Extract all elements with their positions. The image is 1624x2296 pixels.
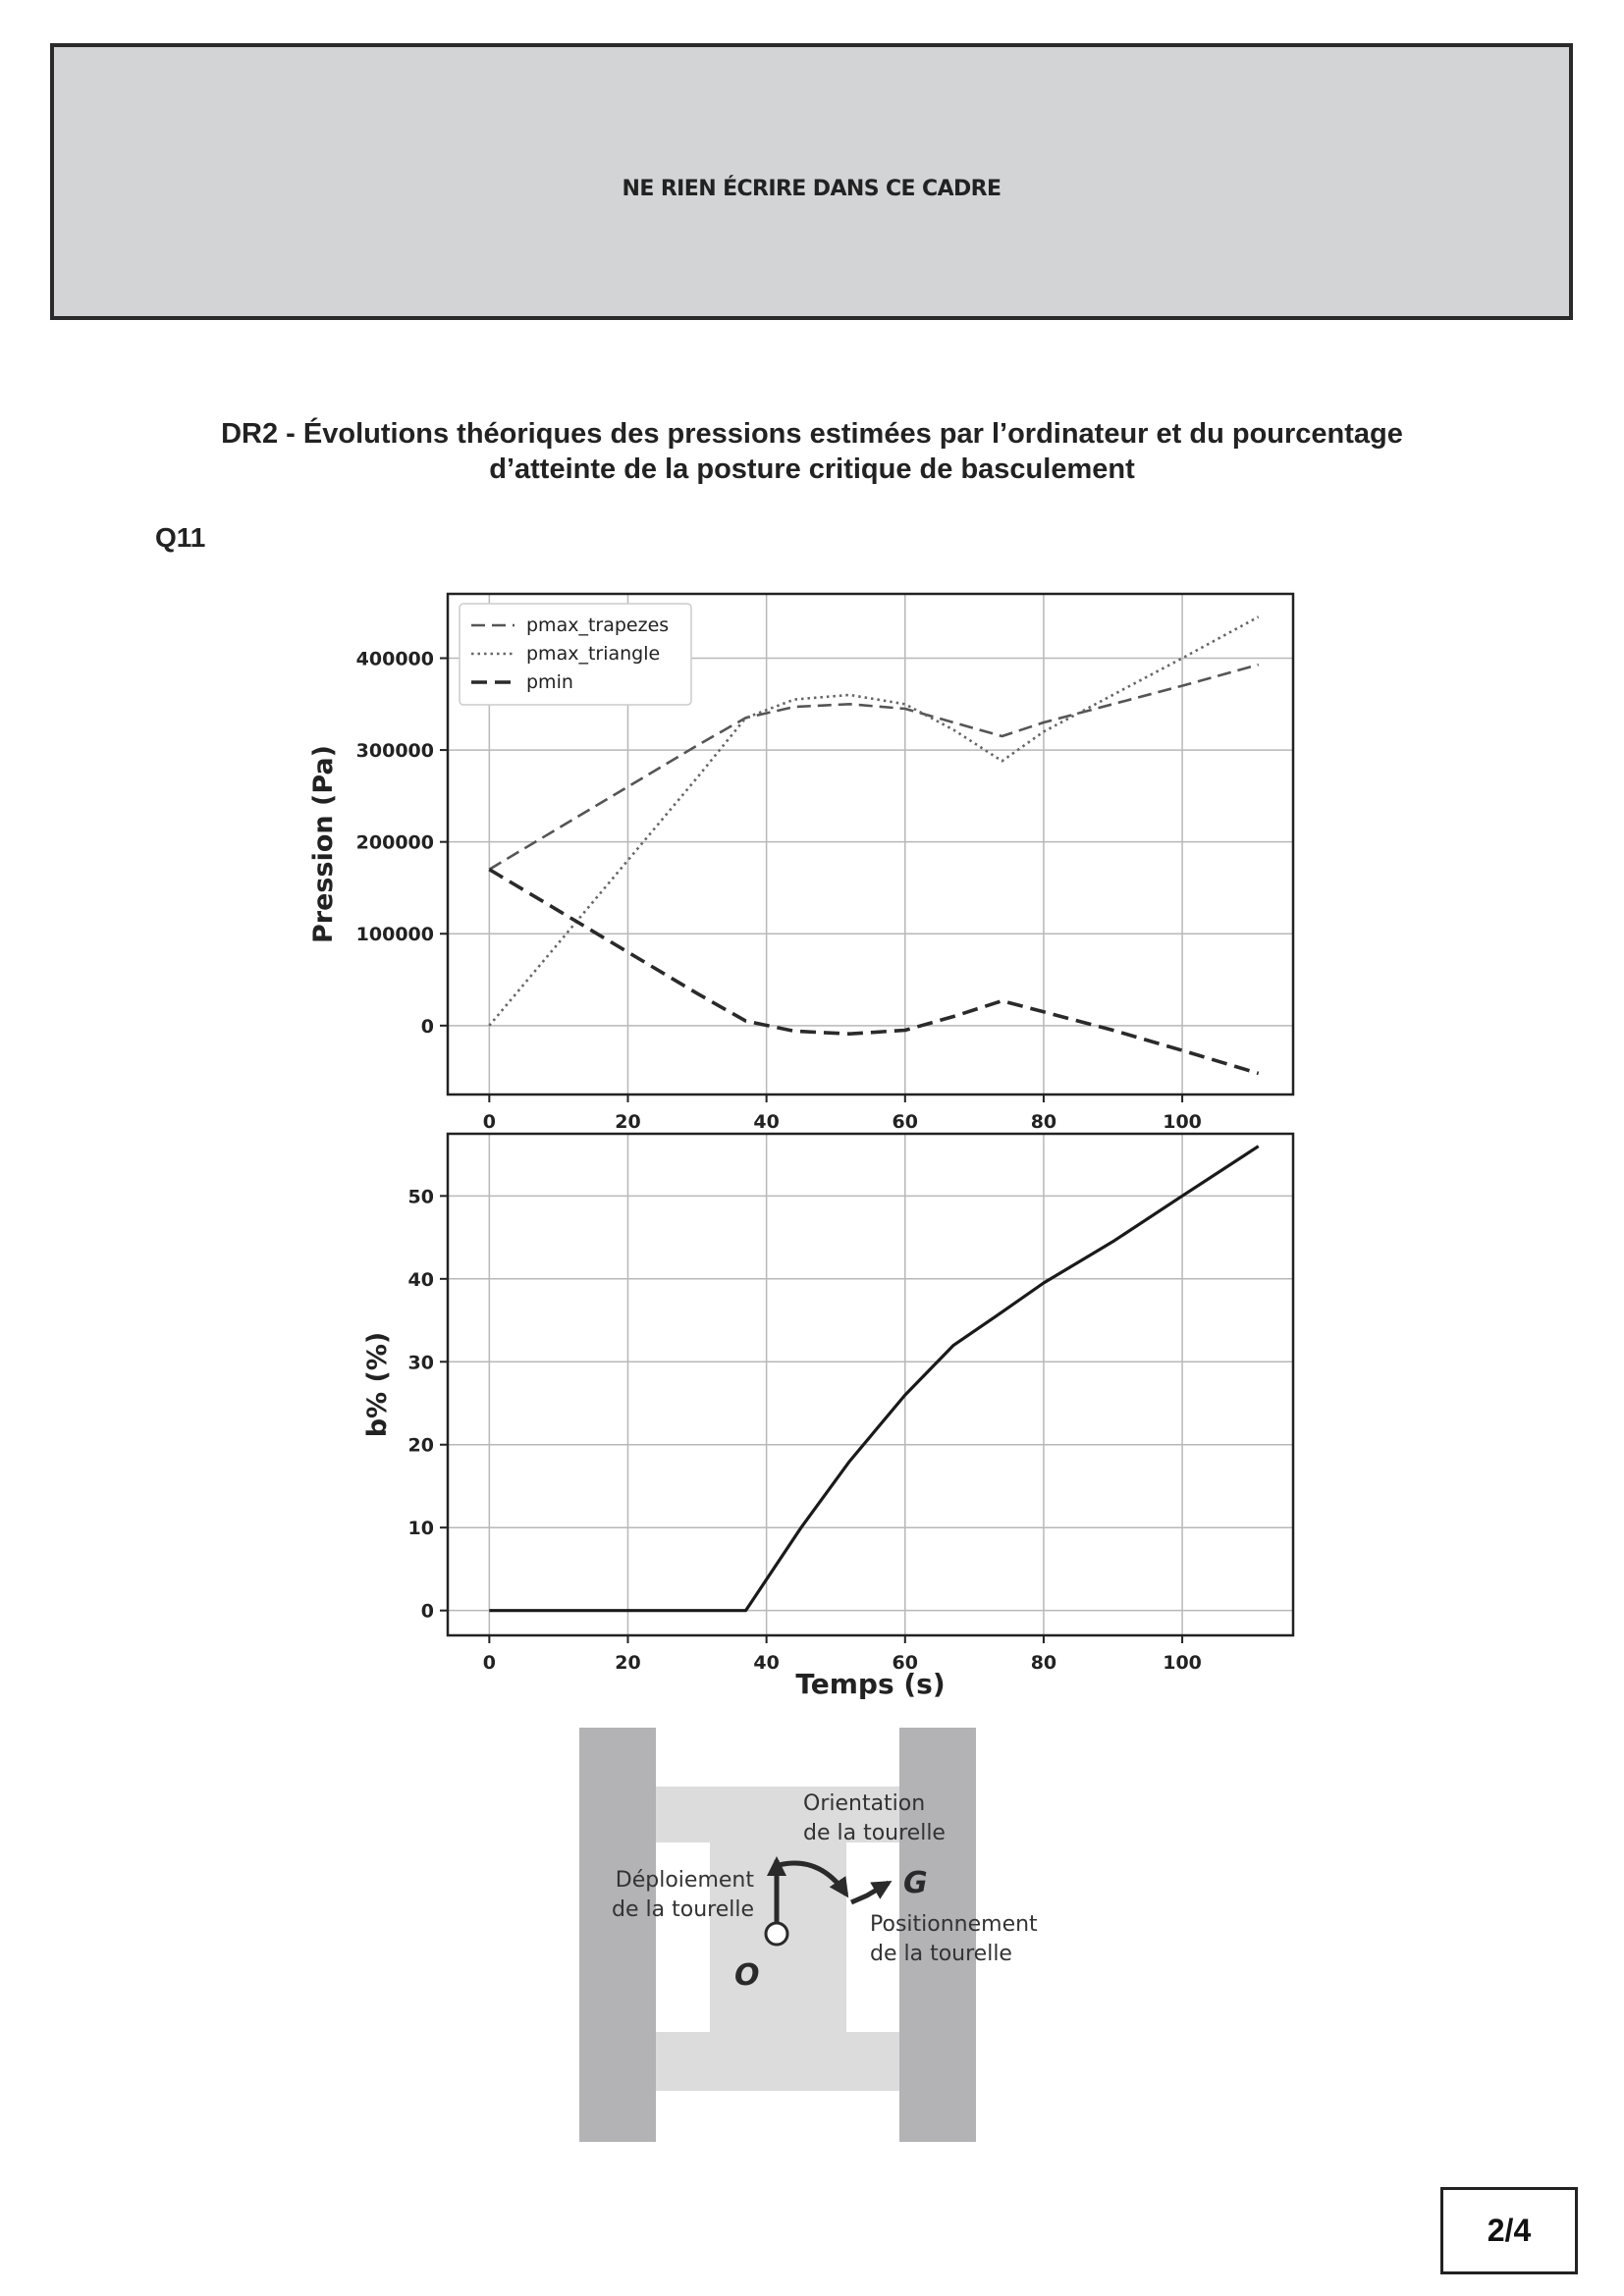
y-tick-label: 20 — [407, 1434, 434, 1457]
chart-2 — [362, 1134, 1293, 1700]
positioning-label-1: Positionnement — [870, 1912, 1038, 1937]
turret-diagram — [579, 1728, 1038, 2150]
positioning-label-2: de la tourelle — [870, 1942, 1012, 1966]
x-tick-label: 20 — [615, 1652, 641, 1674]
x-tick-label: 20 — [615, 1111, 641, 1133]
point-o-marker — [766, 1923, 787, 1945]
y-tick-label: 0 — [420, 1600, 434, 1623]
right-window — [846, 1842, 901, 2032]
point-g-label: G — [903, 1866, 928, 1900]
deploy-label-2: de la tourelle — [612, 1897, 754, 1922]
orientation-label-1: Orientation — [803, 1791, 926, 1816]
y-tick-label: 0 — [420, 1015, 434, 1038]
y-tick-label: 200000 — [355, 831, 434, 854]
legend-label: pmax_triangle — [526, 643, 661, 665]
legend-label: pmin — [526, 671, 573, 693]
no-write-notice: NE RIEN ÉCRIRE DANS CE CADRE — [622, 177, 1001, 201]
series-line-b- — [489, 1147, 1258, 1611]
left-track — [579, 1728, 656, 2142]
legend-label: pmax_trapezes — [526, 614, 670, 636]
y-axis-label: Pression (Pa) — [308, 745, 339, 943]
question-label: Q11 — [155, 522, 206, 553]
chart-1 — [308, 594, 1293, 1133]
x-tick-label: 0 — [482, 1111, 496, 1133]
x-tick-label: 40 — [753, 1111, 780, 1133]
series-line-pmin — [489, 870, 1258, 1074]
x-tick-label: 80 — [1030, 1111, 1057, 1133]
orientation-label-2: de la tourelle — [803, 1821, 946, 1845]
y-tick-label: 400000 — [355, 648, 434, 670]
y-axis-label: b% (%) — [362, 1331, 393, 1438]
title-line-2: d’atteinte de la posture critique de basculement — [489, 454, 1135, 485]
y-tick-label: 40 — [407, 1268, 434, 1291]
y-tick-label: 30 — [407, 1352, 434, 1374]
y-tick-label: 10 — [407, 1518, 434, 1540]
x-tick-label: 100 — [1163, 1652, 1202, 1674]
plot-frame — [448, 1134, 1293, 1635]
legend — [460, 604, 691, 705]
deploy-label-1: Déploiement — [615, 1868, 754, 1893]
y-tick-label: 100000 — [355, 924, 434, 946]
x-tick-label: 40 — [753, 1652, 780, 1674]
x-tick-label: 60 — [892, 1652, 919, 1674]
x-axis-label: Temps (s) — [795, 1668, 946, 1700]
page-number: 2/4 — [1440, 2187, 1578, 2274]
y-tick-label: 300000 — [355, 740, 434, 763]
x-tick-label: 100 — [1163, 1111, 1202, 1133]
x-tick-label: 80 — [1030, 1652, 1057, 1674]
y-tick-label: 50 — [407, 1186, 434, 1208]
point-o-label: O — [734, 1958, 760, 1993]
x-tick-label: 0 — [482, 1652, 496, 1674]
title-line-1: DR2 - Évolutions théoriques des pressions estimées par l’ordinateur et du pourcentage — [221, 418, 1403, 450]
x-tick-label: 60 — [892, 1111, 919, 1133]
